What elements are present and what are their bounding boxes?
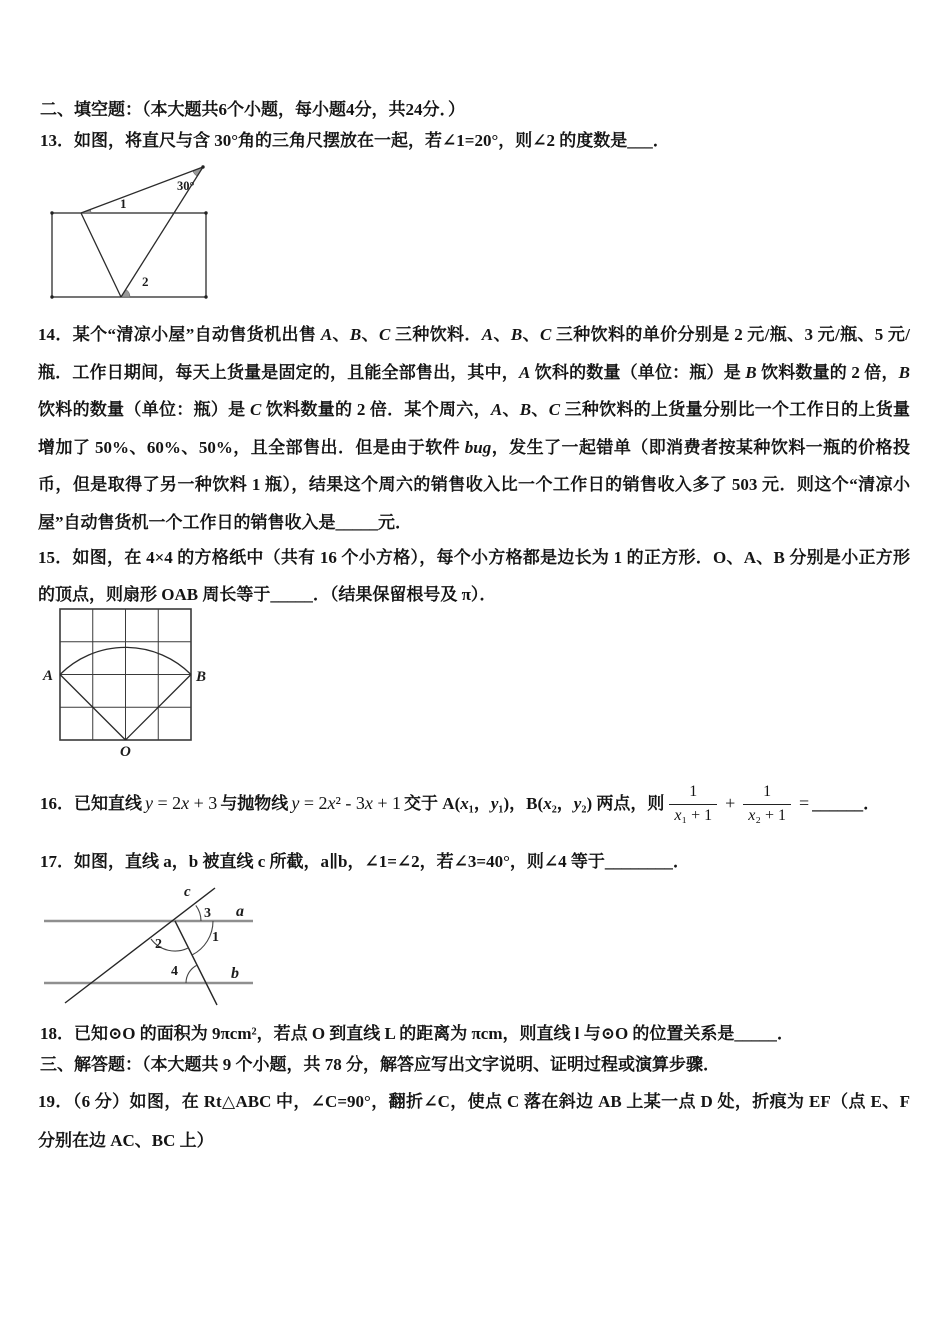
fraction-denominator: x₁ + 1 xyxy=(669,804,717,825)
q17-label-angle4: 4 xyxy=(171,964,178,979)
q16-answer-blank: ______． xyxy=(812,793,881,813)
apex-dot xyxy=(201,165,204,168)
section-answer-title: 三、解答题：（本大题共 9 个小题，共 78 分，解答应写出文字说明、证明过程或演算步骤． xyxy=(40,1055,720,1074)
triangle-left-edge xyxy=(81,213,121,297)
q17-label-angle3: 3 xyxy=(204,906,211,921)
q17-label-a: a xyxy=(236,903,244,920)
section-fill-in-title: 二、填空题：（本大题共6个小题，每小题4分，共24分．） xyxy=(40,100,465,119)
q16-equals-sign: = xyxy=(798,793,810,814)
q13-label-30deg: 30° xyxy=(177,179,195,193)
line-c xyxy=(65,888,215,1003)
q16-fraction-1 xyxy=(669,783,717,825)
q16-text xyxy=(40,772,925,836)
q16-plus-sign: + xyxy=(725,793,736,814)
q14-text: 14．某个“清凉小屋”自动售货机出售 A、B、C 三种饮料．A、B、C 三种饮料的单价分别是 2 元/瓶、3 元/瓶、5 元/瓶．工作日期间，每天上货量是固定的，且能全部售出，其中，A 饮科的数量（单位：瓶）是 B 饮料数量的 2 倍，B 饮料的数量（单位：瓶）是 C 饮料数量的 2 倍．某个周六，A、B、C 三种饮料的上货量分别比一个工作日的上货量增加了 50%、60%、50%，且全部售出．但是由于软件 bug，发生了一起错单（即消费者按某种饮料一瓶的价格投币，但是取得了另一种饮料 1 瓶），结果这个周六的销售收入比一个工作日的销售收入多了 503 元．则这个“清凉小屋”自动售货机一个工作日的销售收入是_____元． xyxy=(38,325,911,532)
corner-dot xyxy=(204,211,207,214)
q17-figure xyxy=(40,884,270,1014)
q17-text: 17．如图，直线 a，b 被直线 c 所截，a∥b，∠1=∠2，若∠3=40°，则∠4 等于________． xyxy=(40,852,690,871)
q13-figure xyxy=(40,155,260,301)
q17-label-b: b xyxy=(231,965,239,982)
fraction-numerator: 1 xyxy=(689,783,698,801)
q17-label-c: c xyxy=(184,884,191,900)
q13-label-angle2: 2 xyxy=(142,274,149,289)
fraction-numerator: 1 xyxy=(763,783,772,801)
q17-label-angle2: 2 xyxy=(155,937,162,952)
q16-parabola-formula: y = 2x² - 3x + 1 xyxy=(291,793,402,814)
q17-label-angle1: 1 xyxy=(212,930,219,945)
angle3-arc xyxy=(196,905,201,921)
q16-mid2: 交于 A(x₁，y₁)，B(x₂，y₂) 两点，则 xyxy=(404,793,665,813)
corner-dot xyxy=(50,211,53,214)
grid-lines xyxy=(60,609,191,740)
q19-text: 19．（6 分）如图，在 Rt△ABC 中，∠C=90°，翻折∠C，使点 C 落在斜边 AB 上某一点 D 处，折痕为 EF（点 E、F 分别在边 AC、BC 上） xyxy=(38,1092,910,1150)
q15-label-A: A xyxy=(43,668,54,684)
corner-dot xyxy=(204,295,207,298)
fraction-denominator: x₂ + 1 xyxy=(743,804,791,825)
angle1-arc xyxy=(192,921,213,955)
q13-text: 13．如图，将直尺与含 30°角的三角尺摆放在一起，若∠1=20°，则∠2 的度数是___． xyxy=(40,131,670,150)
q15-figure xyxy=(35,604,235,764)
q18-text: 18．已知⊙O 的面积为 9πcm²，若点 O 到直线 L 的距离为 πcm，则直线 l 与⊙O 的位置关系是_____． xyxy=(40,1024,794,1043)
q15-label-B: B xyxy=(196,669,207,685)
q16-prefix: 16．已知直线 xyxy=(40,793,142,813)
q15-label-O: O xyxy=(120,744,131,760)
q13-label-angle1: 1 xyxy=(120,196,127,211)
q16-fraction-2 xyxy=(743,783,791,825)
q16-mid1: 与抛物线 xyxy=(220,793,289,813)
angle4-arc xyxy=(186,965,197,983)
q16-line-formula: y = 2x + 3 xyxy=(145,793,218,814)
q15-text: 15．如图，在 4×4 的方格纸中（共有 16 个小方格），每个小方格都是边长为 1 的正方形．O、A、B 分别是小正方形的顶点，则扇形 OAB 周长等于_____．（结果保留根号及 π）． xyxy=(38,548,910,604)
corner-dot xyxy=(50,295,53,298)
